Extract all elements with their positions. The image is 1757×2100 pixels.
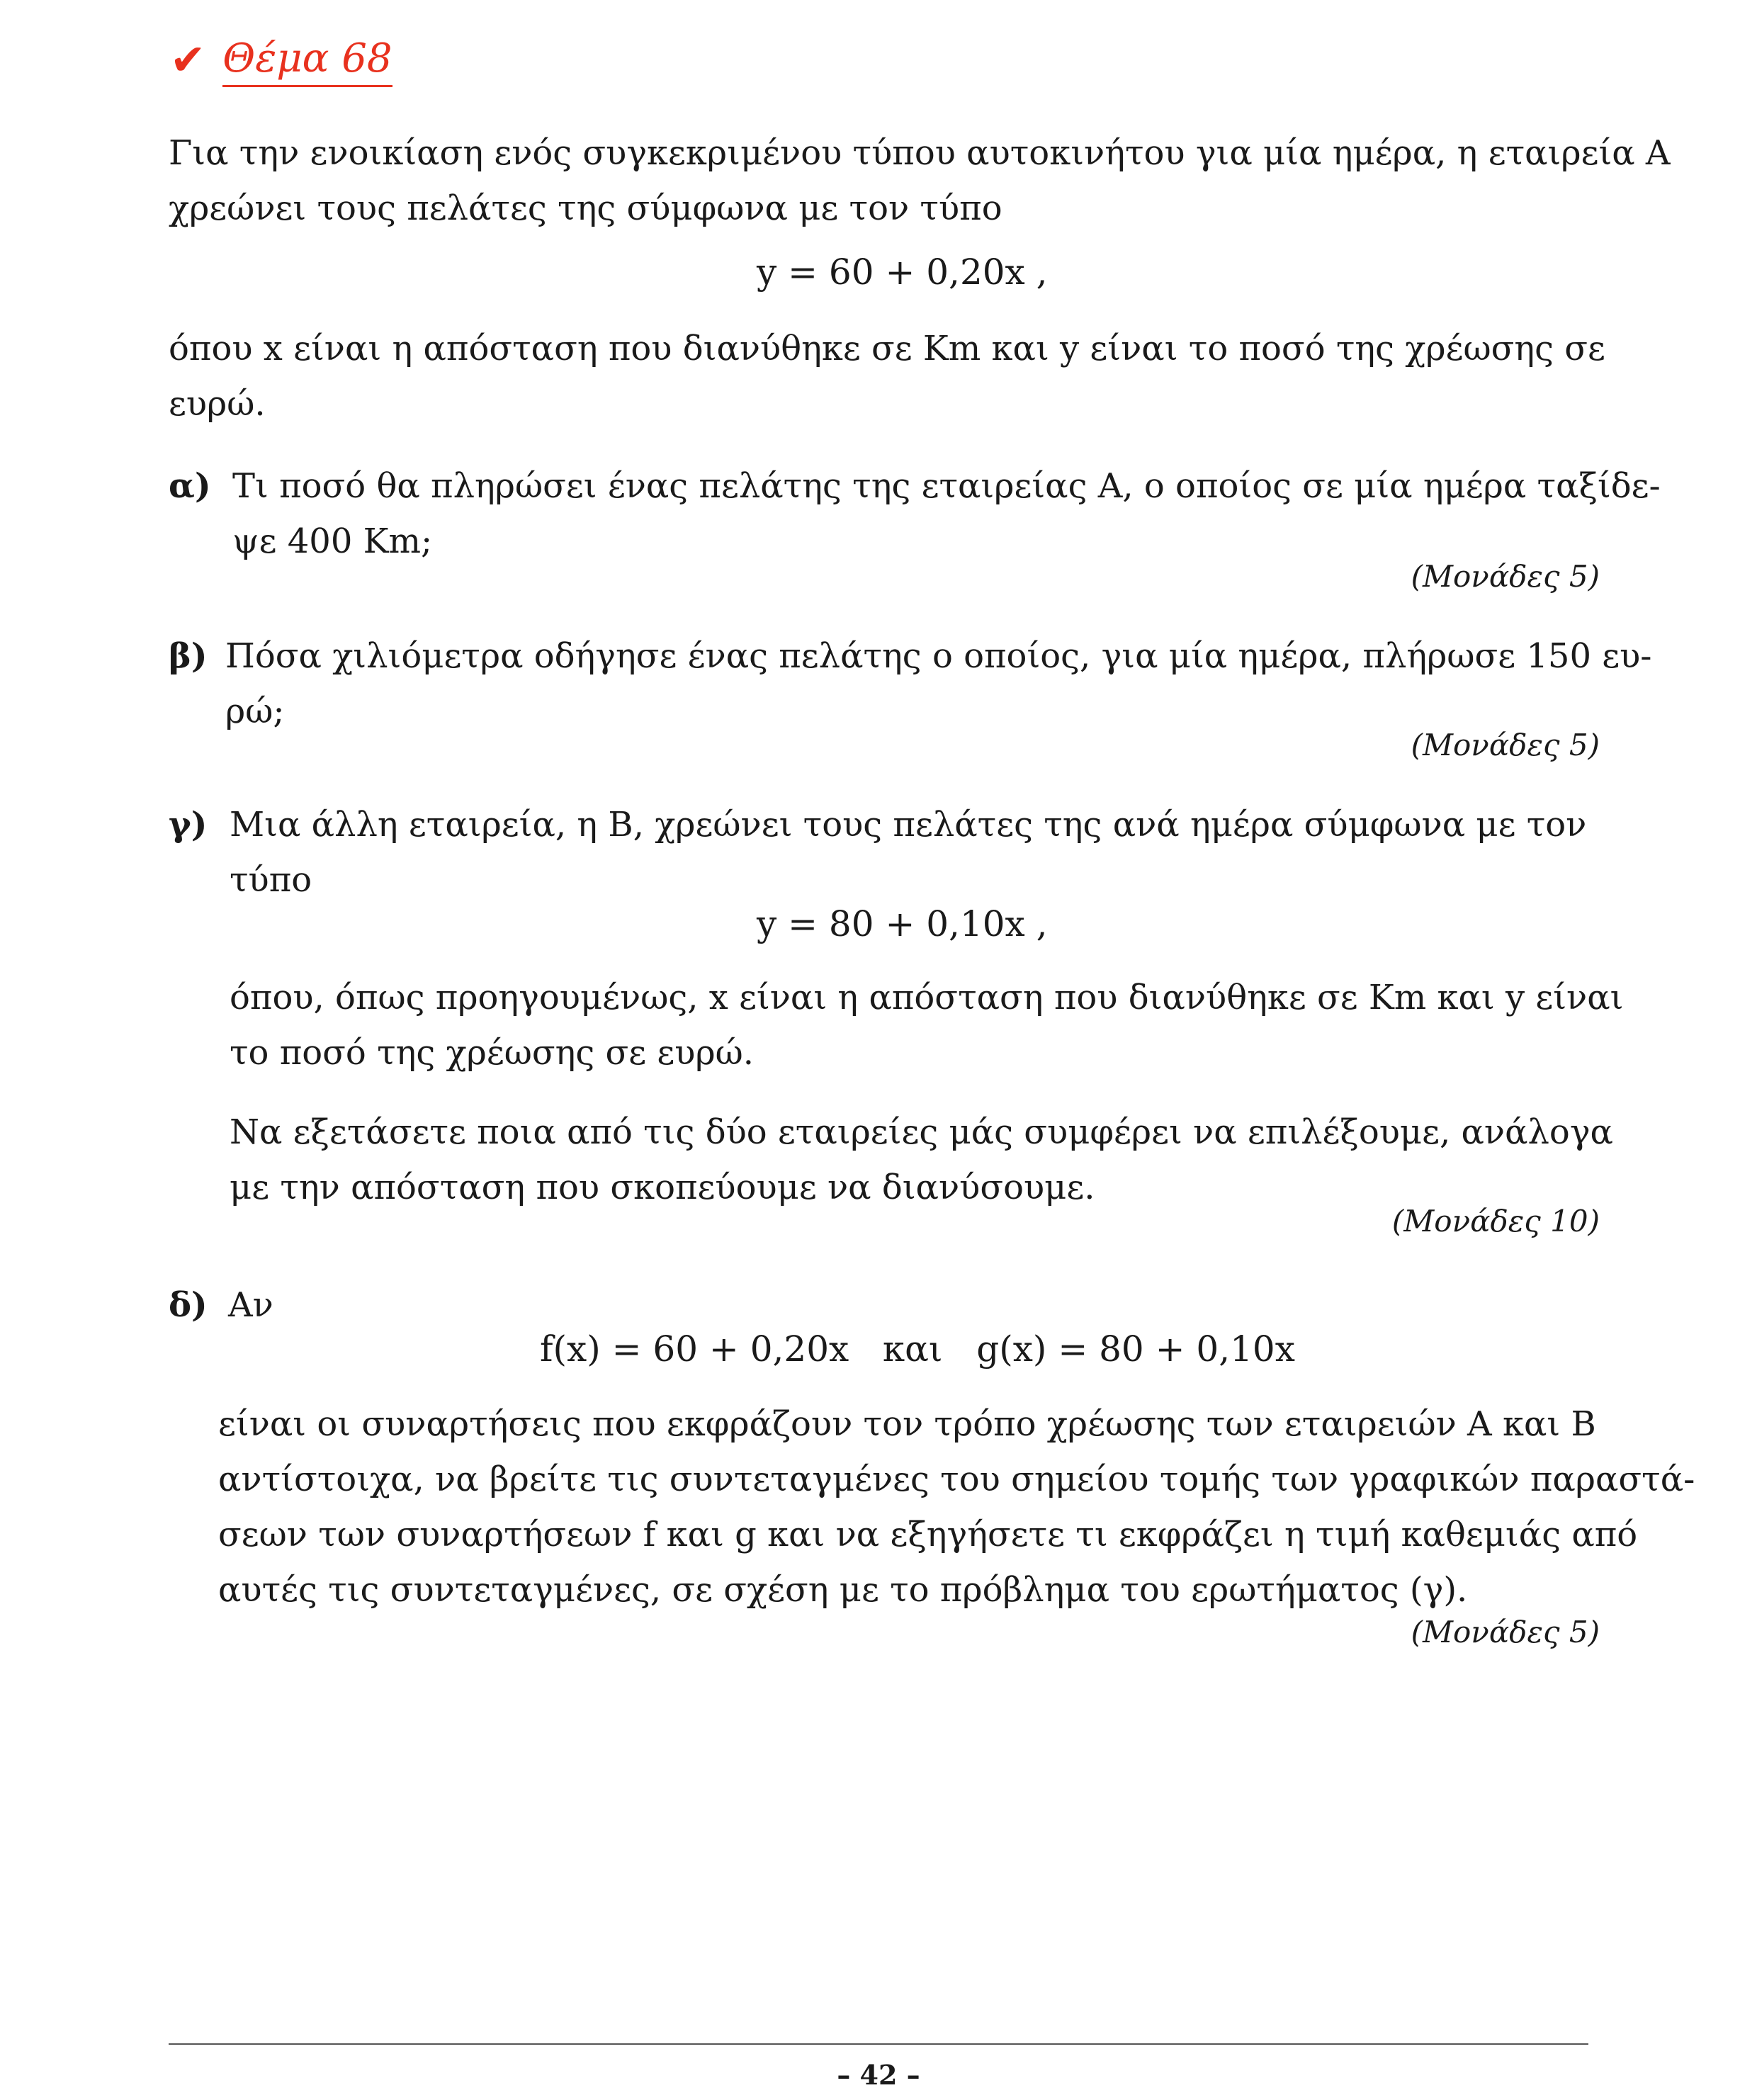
question-a-label: α)	[169, 466, 211, 506]
topic-header	[170, 28, 392, 92]
footer-divider	[169, 2043, 1588, 2045]
question-d-equation: f(x) = 60 + 0,20x και g(x) = 80 + 0,10x	[540, 1328, 1295, 1370]
question-d-line-1: Αν	[228, 1285, 273, 1325]
question-b-line-1: Πόσα χιλιόμετρα οδήγησε ένας πελάτης ο οποίος, για μία ημέρα, πλήρωσε 150 ευ-	[225, 636, 1652, 676]
question-c-line-6: με την απόσταση που σκοπεύουμε να διανύσουμε.	[230, 1168, 1095, 1207]
question-a-marks: (Μονάδες 5)	[1411, 559, 1600, 594]
question-b-label: β)	[169, 636, 208, 676]
question-b-line-2: ρώ;	[225, 691, 285, 731]
question-c-line-5: Να εξετάσετε ποια από τις δύο εταιρείες μάς συμφέρει να επιλέξουμε, ανάλογα	[230, 1112, 1613, 1152]
intro-line-3: όπου x είναι η απόσταση που διανύθηκε σε Km και y είναι το ποσό της χρέωσης σε	[169, 329, 1605, 368]
question-c-line-3: όπου, όπως προηγουμένως, x είναι η απόσταση που διανύθηκε σε Km και y είναι	[230, 978, 1624, 1017]
question-d-label: δ)	[169, 1285, 208, 1325]
intro-line-4: ευρώ.	[169, 384, 266, 424]
intro-line-2: χρεώνει τους πελάτες της σύμφωνα με τον τύπο	[169, 188, 1002, 228]
question-d-marks: (Μονάδες 5)	[1411, 1615, 1600, 1649]
question-c-marks: (Μονάδες 10)	[1391, 1204, 1600, 1238]
question-d-line-4: σεων των συναρτήσεων f και g και να εξηγήσετε τι εκφράζει η τιμή καθεμιάς από	[218, 1515, 1638, 1554]
question-c-line-4: το ποσό της χρέωσης σε ευρώ.	[230, 1033, 755, 1073]
question-b-marks: (Μονάδες 5)	[1411, 728, 1600, 762]
question-c-label: γ)	[169, 805, 208, 845]
checkmark-icon: ✔	[170, 35, 206, 85]
question-d-line-5: αυτές τις συντεταγμένες, σε σχέση με το πρόβλημα του ερωτήματος (γ).	[218, 1570, 1468, 1610]
question-a-line-1: Τι ποσό θα πληρώσει ένας πελάτης της εταιρείας Α, ο οποίος σε μία ημέρα ταξίδε-	[232, 466, 1661, 506]
question-c-line-1: Μια άλλη εταιρεία, η Β, χρεώνει τους πελάτες της ανά ημέρα σύμφωνα με τον	[230, 805, 1587, 845]
intro-line-1: Για την ενοικίαση ενός συγκεκριμένου τύπου αυτοκινήτου για μία ημέρα, η εταιρεία Α	[169, 133, 1671, 173]
question-c-equation: y = 80 + 0,10x ,	[757, 903, 1048, 944]
topic-title: Θέμα 68	[222, 34, 392, 87]
question-a-line-2: ψε 400 Km;	[232, 521, 433, 561]
page-number: – 42 –	[837, 2059, 920, 2091]
question-d-line-2: είναι οι συναρτήσεις που εκφράζουν τον τρόπο χρέωσης των εταιρειών Α και Β	[218, 1404, 1596, 1444]
question-c-line-2: τύπο	[230, 860, 312, 900]
question-d-line-3: αντίστοιχα, να βρείτε τις συντεταγμένες του σημείου τομής των γραφικών παραστά-	[218, 1460, 1695, 1499]
intro-equation: y = 60 + 0,20x ,	[757, 252, 1048, 293]
